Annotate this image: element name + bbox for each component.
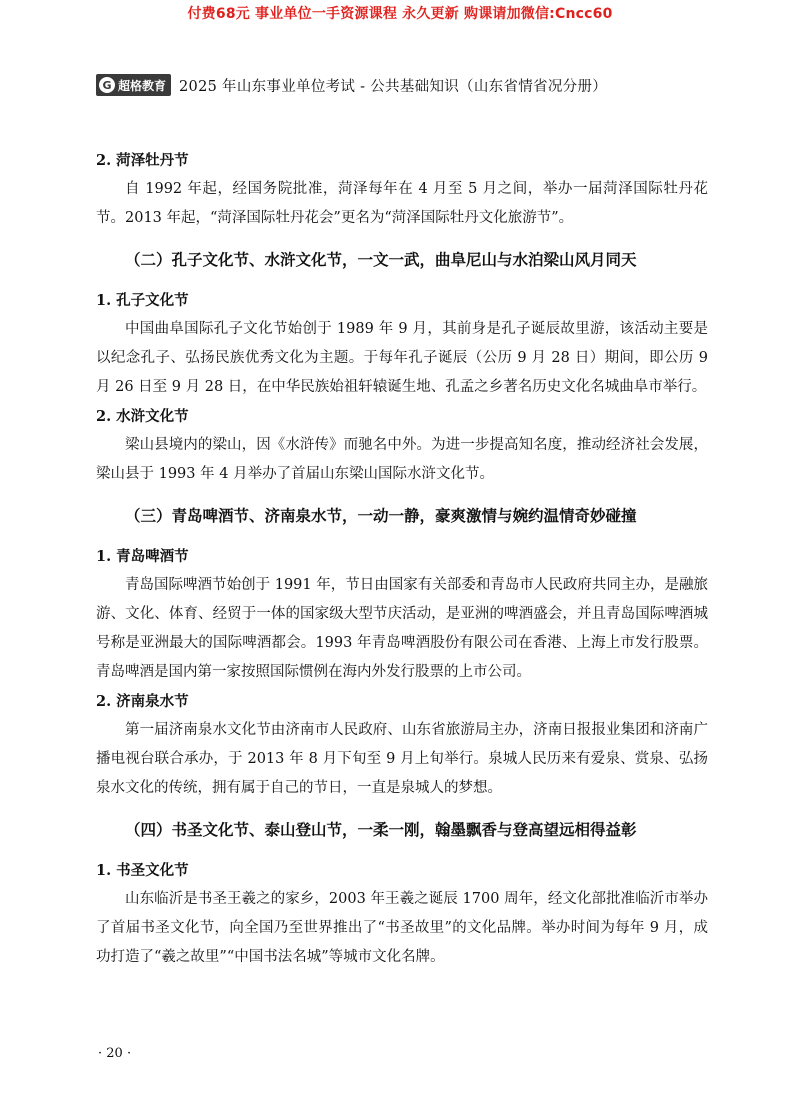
header-title: 2025 年山东事业单位考试 - 公共基础知识（山东省情省况分册） — [179, 78, 608, 95]
paragraph-jinan-spring: 第一届济南泉水文化节由济南市人民政府、山东省旅游局主办，济南日报报业集团和济南广播电视台联合承办，于 2013 年 8 月下旬至 9 月上旬举行。泉城人民历来有爱泉、赏泉、弘扬泉水文化的传统，拥有属于自己的节日，一直是泉城人的梦想。 — [96, 722, 708, 796]
paragraph-calligraphy: 山东临沂是书圣王羲之的家乡，2003 年王羲之诞辰 1700 周年，经文化部批准临沂市举办了首届书圣文化节，向全国乃至世界推出了“书圣故里”的文化品牌。举办时间为每年 9 月，成功打造了“羲之故里”“中国书法名城”等城市文化名牌。 — [96, 891, 708, 965]
subheading-heze-peony: 2. 菏泽牡丹节 — [96, 152, 189, 169]
watermark-banner: 付费68元 事业单位一手资源课程 永久更新 购课请加微信:Cncc60 — [187, 6, 613, 22]
section-heading-3: （三）青岛啤酒节、济南泉水节，一动一静，豪爽激情与婉约温情奇妙碰撞 — [125, 506, 637, 525]
section-heading-2: （二）孔子文化节、水浒文化节，一文一武，曲阜尼山与水泊梁山风月同天 — [125, 250, 637, 269]
paragraph-heze-peony: 自 1992 年起，经国务院批准，菏泽每年在 4 月至 5 月之间，举办一届菏泽国际牡丹花节。2013 年起，“菏泽国际牡丹花会”更名为“菏泽国际牡丹文化旅游节”。 — [96, 181, 708, 226]
paragraph-confucius: 中国曲阜国际孔子文化节始创于 1989 年 9 月，其前身是孔子诞辰故里游，该活动主要是以纪念孔子、弘扬民族优秀文化为主题。于每年孔子诞辰（公历 9 月 28 日）期间，即公历 9 月 26 日至 9 月 28 日，在中华民族始祖轩辕诞生地、孔孟之乡著名历史文化名城曲阜市举行。 — [96, 321, 708, 395]
subheading-qingdao-beer: 1. 青岛啤酒节 — [96, 548, 189, 565]
paragraph-qingdao-beer: 青岛国际啤酒节始创于 1991 年，节日由国家有关部委和青岛市人民政府共同主办，是融旅游、文化、体育、经贸于一体的国家级大型节庆活动，是亚洲的啤酒盛会，并且青岛国际啤酒城号称是亚洲最大的国际啤酒都会。1993 年青岛啤酒股份有限公司在香港、上海上市发行股票。青岛啤酒是国内第一家按照国际惯例在海内外发行股票的上市公司。 — [96, 577, 708, 680]
logo-text: 超格教育 — [118, 78, 167, 93]
brand-logo — [96, 74, 171, 96]
page-number: · 20 · — [98, 1046, 132, 1061]
section-heading-4: （四）书圣文化节、泰山登山节，一柔一刚，翰墨飘香与登高望远相得益彰 — [125, 820, 637, 839]
subheading-water-margin: 2. 水浒文化节 — [96, 408, 189, 425]
subheading-confucius: 1. 孔子文化节 — [96, 292, 189, 309]
subheading-calligraphy: 1. 书圣文化节 — [96, 862, 189, 879]
subheading-jinan-spring: 2. 济南泉水节 — [96, 693, 189, 710]
paragraph-water-margin: 梁山县境内的梁山，因《水浒传》而驰名中外。为进一步提高知名度，推动经济社会发展，梁山县于 1993 年 4 月举办了首届山东梁山国际水浒文化节。 — [96, 437, 708, 482]
logo-icon: G — [99, 77, 115, 93]
page-header — [96, 72, 716, 98]
document-body — [96, 146, 708, 972]
